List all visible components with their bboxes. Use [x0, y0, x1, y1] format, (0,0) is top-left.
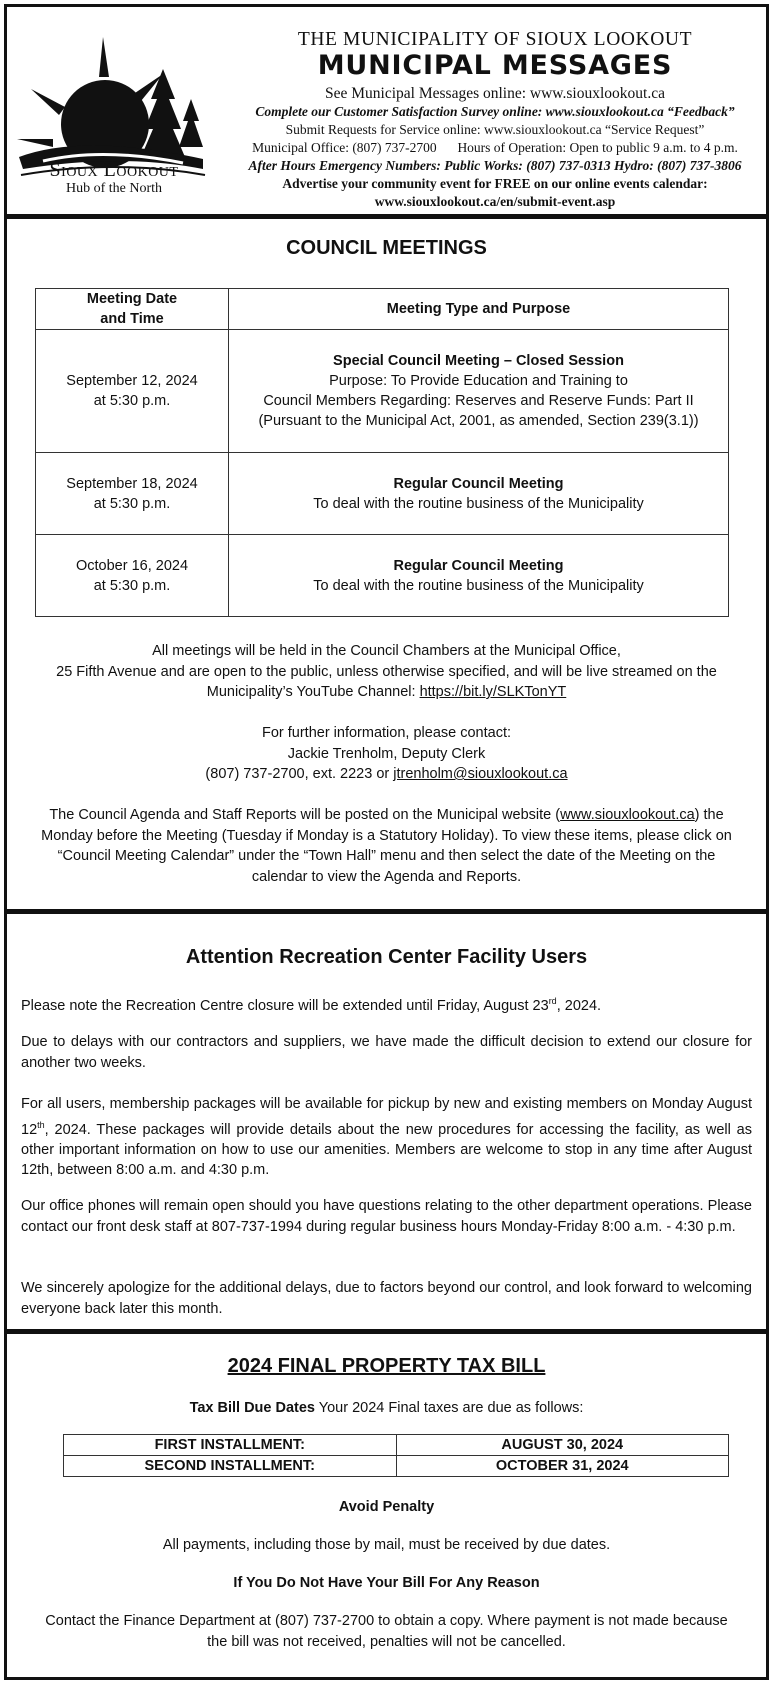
agenda-paragraph: [11, 805, 762, 887]
recreation-sup: rd: [548, 996, 557, 1006]
recreation-p2: Due to delays with our contractors and suppliers, we have made the difficult decision to extend our closure for another two weeks.: [21, 1034, 752, 1071]
advertise-url[interactable]: www.siouxlookout.ca/en/submit-event.asp: [374, 194, 616, 209]
meeting-date-cell: [36, 535, 229, 617]
contact-name: Jackie Trenholm, Deputy Clerk: [287, 745, 486, 762]
office-hours: Hours of Operation: Open to public 9 a.m. to 4 p.m.: [457, 140, 738, 155]
recreation-title: Attention Recreation Center Facility Users: [185, 946, 588, 968]
recreation-section: [7, 914, 766, 1329]
youtube-link[interactable]: https://bit.ly/SLKTonYT: [419, 684, 567, 700]
office-line: [221, 139, 769, 157]
recreation-p4: Our office phones will remain open should you have questions relating to the other department operations. Please contact our front desk staff at 807-737-1994 during regular business hours Monday-Friday 8:00 a.m. - 4:30 p.m.: [21, 1198, 752, 1235]
meeting-time: at 5:30 p.m.: [93, 577, 171, 594]
online-line: See Municipal Messages online: www.siouxlookout.ca: [325, 85, 665, 102]
penalty-text: All payments, including those by mail, must be received by due dates.: [162, 1537, 611, 1553]
col-type-header: Meeting Type and Purpose: [229, 289, 729, 330]
tax-section: [7, 1334, 766, 1683]
header: [7, 7, 766, 214]
office-phone: Municipal Office: (807) 737-2700: [252, 140, 437, 155]
no-bill-line: Contact the Finance Department at (807) 737-2700 to obtain a copy. Where payment is not made because: [45, 1613, 728, 1629]
meeting-time: at 5:30 p.m.: [93, 393, 171, 409]
contact-line: [13, 764, 760, 785]
logo-tagline: Hub of the North: [65, 181, 163, 196]
meeting-purpose-line: Council Members Regarding: Reserves and Reserve Funds: Part II: [263, 393, 694, 409]
recreation-sup: th: [37, 1119, 45, 1130]
service-line: Submit Requests for Service online: www.siouxlookout.ca “Service Request”: [285, 122, 705, 137]
location-line: 25 Fifth Avenue and are open to the public, unless otherwise specified, and will be live streamed on the: [56, 663, 717, 680]
meeting-purpose-line: To deal with the routine business of the Municipality: [313, 577, 644, 594]
installment-label: FIRST INSTALLMENT:: [64, 1435, 397, 1456]
meeting-purpose-cell: [229, 453, 729, 535]
location-paragraph: [13, 641, 760, 703]
youtube-label: Municipality’s YouTube Channel:: [206, 684, 420, 700]
agenda-line: Monday before the Meeting (Tuesday if Monday is a Statutory Holiday). To view these items, please click on: [41, 827, 732, 844]
council-title: COUNCIL MEETINGS: [286, 237, 487, 259]
table-row: [36, 453, 729, 535]
meetings-table: [35, 288, 729, 617]
meeting-date-cell: [36, 453, 229, 535]
agenda-line: “Council Meeting Calendar” under the “Town Hall” menu and then select the date of the Meeting on the: [57, 848, 716, 864]
installment-label: SECOND INSTALLMENT:: [64, 1456, 397, 1477]
agenda-line: calendar to view the Agenda and Reports.: [251, 868, 522, 885]
table-header-row: [36, 289, 729, 330]
installments-table: [63, 1434, 729, 1477]
recreation-text: For all users, membership packages will be available for pickup by new and existing members on Monday August 12: [21, 1096, 752, 1138]
logo-name: Sioux Lookout: [49, 159, 179, 181]
meeting-time: at 5:30 p.m.: [93, 495, 171, 512]
contact-paragraph: [13, 723, 760, 785]
emergency-line: After Hours Emergency Numbers: Public Works: (807) 737-0313 Hydro: (807) 737-3806: [248, 158, 742, 173]
tax-title: 2024 FINAL PROPERTY TAX BILL: [227, 1355, 546, 1377]
recreation-text: Please note the Recreation Centre closure will be extended until Friday, August 23: [21, 997, 549, 1014]
table-row: [36, 535, 729, 617]
website-link[interactable]: www.siouxlookout.ca: [560, 807, 695, 823]
location-line: All meetings will be held in the Council Chambers at the Municipal Office,: [152, 643, 621, 659]
page-title: MUNICIPAL MESSAGES: [317, 50, 673, 81]
meeting-date: September 12, 2024: [66, 373, 198, 389]
location-line: [13, 682, 760, 703]
agenda-text: ) the: [694, 807, 724, 823]
no-bill-line: the bill was not received, penalties will not be cancelled.: [207, 1633, 566, 1650]
no-bill-heading: If You Do Not Have Your Bill For Any Reason: [233, 1575, 540, 1591]
meeting-type: Regular Council Meeting: [393, 475, 564, 492]
meeting-date: September 18, 2024: [66, 475, 198, 492]
recreation-text: , 2024. These packages will provide details about the new procedures for accessing the facility, as well as other important information on how to use our amenities. Members are welcome to stop in any time after August 12th, between 8:00 a.m. and 4:30 p.m.: [21, 1121, 752, 1179]
no-bill-paragraph: [7, 1611, 766, 1652]
contact-line: For further information, please contact:: [261, 725, 512, 741]
municipality-name: THE MUNICIPALITY OF SIOUX LOOKOUT: [297, 29, 693, 50]
recreation-p3: [21, 1094, 752, 1181]
recreation-p5: We sincerely apologize for the additional delays, due to factors beyond our control, and look forward to welcoming everyone back later this month.: [21, 1280, 752, 1317]
installment-date: OCTOBER 31, 2024: [396, 1456, 729, 1477]
contact-phone: (807) 737-2700, ext. 2223 or: [205, 766, 394, 782]
agenda-line: [11, 805, 762, 826]
penalty-heading: Avoid Penalty: [338, 1499, 435, 1515]
recreation-text: , 2024.: [556, 997, 602, 1014]
meeting-date-cell: [36, 330, 229, 453]
meeting-type: Special Council Meeting – Closed Session: [333, 353, 624, 369]
recreation-p1: [21, 991, 752, 1016]
meeting-purpose-cell: [229, 330, 729, 453]
meeting-purpose-line: Purpose: To Provide Education and Training to: [329, 373, 628, 389]
meeting-type: Regular Council Meeting: [393, 557, 564, 574]
advertise-line: Advertise your community event for FREE on our online events calendar:: [282, 176, 708, 191]
meeting-date: October 16, 2024: [75, 557, 189, 574]
installment-date: AUGUST 30, 2024: [396, 1435, 729, 1456]
due-dates-label: Tax Bill Due Dates: [189, 1400, 316, 1416]
due-dates-line: [7, 1398, 766, 1419]
col-date-header: Meeting Date and Time: [36, 289, 229, 330]
meeting-purpose-cell: [229, 535, 729, 617]
table-row: [36, 330, 729, 453]
contact-email-link[interactable]: jtrenholm@siouxlookout.ca: [393, 766, 568, 782]
council-meetings-section: [7, 219, 766, 909]
meeting-purpose-line: To deal with the routine business of the Municipality: [313, 495, 644, 512]
due-dates-text: Your 2024 Final taxes are due as follows:: [315, 1400, 584, 1416]
table-row: [64, 1435, 729, 1456]
municipal-messages-page: [4, 4, 769, 1680]
header-text: [221, 29, 769, 211]
agenda-text: The Council Agenda and Staff Reports will be posted on the Municipal website (: [49, 807, 561, 823]
meeting-purpose-line: (Pursuant to the Municipal Act, 2001, as amended, Section 239(3.1)): [258, 413, 699, 429]
survey-line: Complete our Customer Satisfaction Survey online: www.siouxlookout.ca “Feedback”: [255, 104, 735, 119]
table-row: [64, 1456, 729, 1477]
